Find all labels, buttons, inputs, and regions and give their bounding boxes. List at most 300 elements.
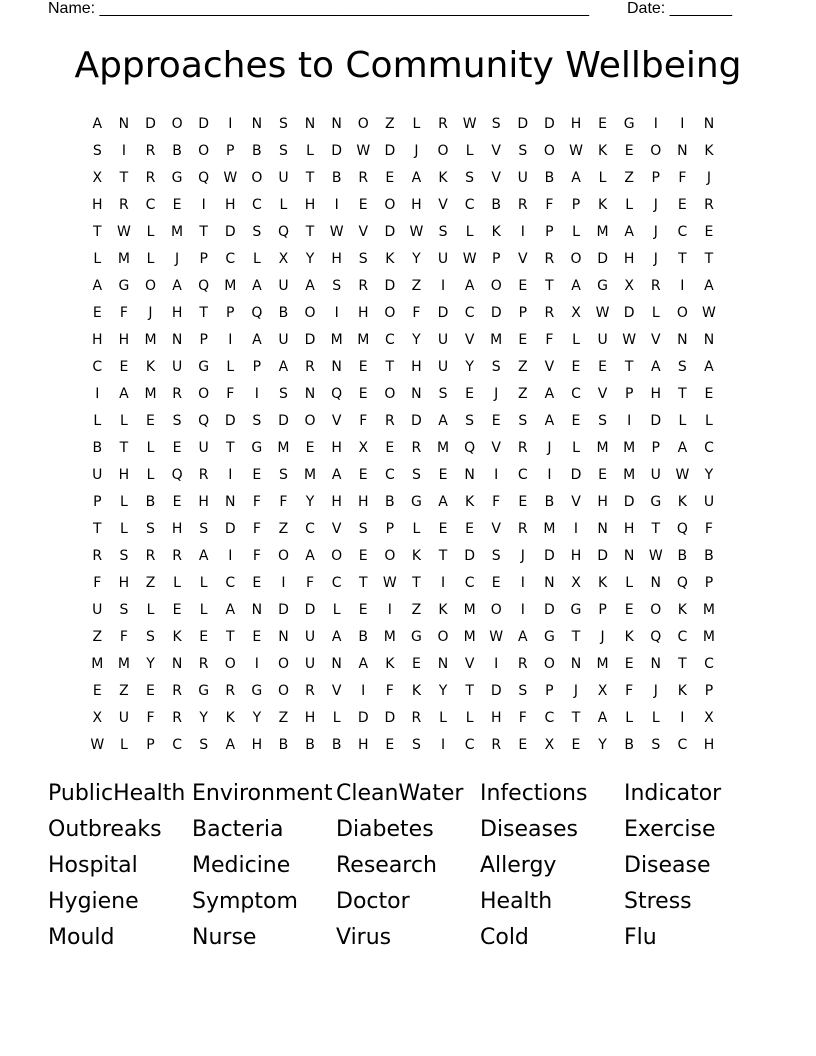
grid-letter: J [706, 170, 712, 186]
grid-letter: Z [411, 602, 422, 618]
grid-letter: D [384, 224, 396, 240]
grid-letter: O [650, 602, 662, 618]
grid-letter: R [305, 683, 315, 699]
grid-letter: H [118, 332, 130, 348]
grid-letter: L [199, 575, 208, 591]
grid-letter: T [305, 224, 315, 240]
grid-letter: I [440, 575, 446, 591]
grid-letter: Y [465, 359, 474, 375]
grid-letter: D [278, 413, 289, 429]
grid-letter: D [464, 548, 475, 564]
grid-letter: X [92, 170, 103, 186]
grid-letter: D [490, 683, 502, 699]
grid-letter: F [306, 575, 315, 591]
grid-letter: O [251, 170, 263, 186]
grid-letter: U [278, 332, 289, 348]
grid-letter: A [305, 278, 315, 294]
grid-letter: L [146, 251, 155, 267]
grid-letter: S [411, 467, 421, 483]
grid-letter: G [543, 629, 555, 645]
grid-letter: F [146, 710, 155, 726]
grid-letter: H [570, 116, 582, 132]
grid-letter: P [704, 683, 714, 699]
grid-letter: R [198, 656, 209, 672]
grid-letter: M [304, 467, 317, 483]
grid-letter: V [438, 197, 448, 213]
grid-letter: E [146, 413, 155, 429]
grid-letter: M [117, 251, 130, 267]
grid-letter: R [305, 359, 315, 375]
grid-letter: E [571, 413, 581, 429]
grid-letter: D [145, 116, 156, 132]
grid-letter: I [121, 143, 126, 159]
grid-letter: X [92, 710, 103, 726]
grid-letter: T [93, 521, 102, 537]
grid-letter: W [675, 467, 690, 483]
grid-letter: X [571, 575, 581, 591]
grid-row [84, 165, 722, 192]
grid-letter: P [518, 305, 528, 321]
grid-row [84, 354, 722, 381]
grid-letter: M [171, 224, 184, 240]
grid-letter: S [491, 548, 501, 564]
word-bank-item: Indicator [624, 781, 722, 806]
grid-letter: H [623, 521, 635, 537]
grid-letter: A [172, 278, 182, 294]
grid-letter: M [144, 386, 157, 402]
grid-letter: L [332, 602, 341, 618]
grid-letter: E [305, 440, 315, 456]
grid-letter: Y [412, 251, 421, 267]
grid-letter: N [597, 521, 608, 537]
grid-row [84, 381, 722, 408]
grid-letter: E [172, 197, 182, 213]
grid-letter: F [545, 332, 554, 348]
grid-letter: M [702, 629, 715, 645]
grid-letter: E [358, 548, 368, 564]
grid-letter: E [571, 359, 581, 375]
grid-letter: A [119, 386, 129, 402]
grid-letter: G [570, 602, 582, 618]
grid-letter: E [146, 683, 155, 699]
grid-letter: M [144, 332, 157, 348]
grid-letter: E [624, 656, 634, 672]
grid-letter: D [331, 143, 343, 159]
grid-letter: M [117, 656, 130, 672]
grid-letter: E [677, 197, 687, 213]
grid-letter: L [439, 710, 447, 726]
grid-letter: M [436, 440, 450, 456]
grid-letter: R [544, 305, 555, 321]
word-bank-row [48, 920, 768, 956]
grid-letter: N [278, 629, 289, 645]
grid-letter: O [490, 278, 502, 294]
grid-letter: D [224, 521, 236, 537]
grid-letter: Y [704, 467, 714, 483]
grid-letter: I [520, 602, 525, 618]
grid-letter: T [545, 278, 554, 294]
grid-row [84, 678, 722, 705]
grid-letter: W [329, 224, 344, 240]
grid-letter: P [226, 143, 235, 159]
grid-letter: N [703, 116, 715, 132]
grid-letter: N [650, 575, 661, 591]
grid-letter: F [119, 629, 128, 645]
grid-letter: S [199, 737, 209, 753]
grid-letter: A [331, 629, 342, 645]
grid-letter: L [625, 197, 634, 213]
grid-letter: W [409, 224, 424, 240]
grid-letter: T [412, 575, 421, 591]
grid-letter: T [571, 710, 581, 726]
grid-letter: H [411, 197, 422, 213]
grid-letter: Q [676, 575, 688, 591]
grid-letter: S [491, 116, 501, 132]
grid-letter: V [544, 359, 555, 375]
grid-letter: D [490, 305, 502, 321]
grid-letter: Q [198, 170, 210, 186]
grid-letter: Y [438, 683, 448, 699]
grid-letter: F [252, 494, 261, 510]
grid-letter: S [279, 143, 288, 159]
grid-letter: V [331, 521, 342, 537]
grid-letter: A [544, 386, 555, 402]
grid-letter: U [278, 278, 289, 294]
grid-letter: E [598, 116, 607, 132]
grid-letter: I [95, 386, 100, 402]
grid-letter: L [412, 521, 421, 537]
grid-letter: U [650, 467, 661, 483]
grid-letter: Q [650, 629, 662, 645]
grid-letter: G [118, 278, 130, 294]
grid-letter: R [411, 440, 422, 456]
grid-letter: B [145, 494, 156, 510]
grid-letter: P [651, 170, 660, 186]
grid-letter: O [650, 143, 662, 159]
grid-letter: L [625, 575, 634, 591]
grid-letter: S [279, 386, 288, 402]
grid-letter: K [172, 629, 182, 645]
grid-letter: A [464, 278, 475, 294]
grid-letter: C [305, 521, 315, 537]
grid-letter: C [464, 197, 475, 213]
grid-letter: S [411, 737, 421, 753]
grid-letter: K [491, 224, 501, 240]
grid-letter: C [464, 305, 475, 321]
grid-letter: C [251, 197, 262, 213]
grid-letter: L [651, 710, 660, 726]
grid-letter: O [277, 548, 289, 564]
grid-letter: V [358, 224, 369, 240]
word-bank-item: Hospital [48, 853, 138, 878]
word-bank-item: Disease [624, 853, 711, 878]
grid-letter: C [92, 359, 103, 375]
grid-letter: H [92, 332, 103, 348]
grid-letter: E [385, 440, 395, 456]
grid-letter: L [146, 467, 155, 483]
grid-letter: D [384, 710, 396, 726]
grid-letter: F [545, 197, 554, 213]
grid-row [84, 111, 722, 138]
grid-letter: E [518, 332, 528, 348]
grid-letter: S [279, 116, 288, 132]
grid-letter: Q [198, 278, 210, 294]
grid-letter: V [491, 440, 501, 456]
grid-letter: N [650, 656, 661, 672]
grid-letter: D [544, 548, 555, 564]
grid-row [84, 408, 722, 435]
grid-letter: I [228, 116, 233, 132]
grid-letter: U [92, 467, 103, 483]
grid-letter: E [172, 602, 182, 618]
grid-letter: U [278, 170, 289, 186]
grid-letter: E [172, 440, 182, 456]
grid-letter: U [597, 332, 608, 348]
grid-letter: B [92, 440, 103, 456]
grid-letter: O [384, 386, 396, 402]
grid-letter: Y [199, 710, 208, 726]
grid-letter: O [277, 683, 289, 699]
grid-letter: V [464, 332, 475, 348]
grid-letter: X [624, 278, 634, 294]
grid-letter: L [572, 332, 580, 348]
grid-row [84, 327, 722, 354]
grid-letter: P [199, 332, 208, 348]
grid-letter: P [598, 602, 607, 618]
word-bank-item: PublicHealth [48, 781, 186, 806]
grid-letter: K [624, 629, 634, 645]
grid-letter: W [569, 143, 583, 159]
grid-letter: F [385, 683, 394, 699]
grid-letter: E [438, 521, 448, 537]
grid-letter: Y [412, 332, 421, 348]
grid-letter: B [544, 494, 555, 510]
grid-letter: C [172, 737, 182, 753]
grid-letter: M [702, 602, 715, 618]
grid-letter: J [520, 548, 525, 564]
page-title: Approaches to Community Wellbeing [74, 45, 742, 86]
grid-letter: W [90, 737, 105, 753]
word-bank-item: Health [480, 889, 553, 914]
grid-letter: V [464, 656, 475, 672]
grid-letter: S [252, 413, 262, 429]
grid-letter: T [678, 656, 687, 672]
word-bank-item: Stress [624, 889, 692, 914]
word-bank-item: CleanWater [336, 781, 464, 806]
grid-letter: N [251, 602, 263, 618]
grid-letter: T [119, 170, 129, 186]
grid-letter: A [704, 278, 714, 294]
grid-letter: E [624, 602, 634, 618]
grid-letter: N [331, 359, 342, 375]
grid-letter: C [384, 332, 395, 348]
grid-letter: L [93, 413, 102, 429]
grid-letter: L [279, 197, 288, 213]
grid-letter: Z [119, 683, 129, 699]
grid-letter: R [358, 278, 369, 294]
grid-letter: A [198, 548, 209, 564]
grid-row [84, 462, 722, 489]
grid-letter: R [145, 548, 156, 564]
grid-letter: R [225, 683, 236, 699]
grid-letter: A [650, 359, 661, 375]
grid-letter: M [91, 656, 104, 672]
grid-letter: M [357, 332, 370, 348]
grid-letter: J [148, 305, 153, 321]
grid-row [84, 732, 722, 759]
grid-letter: L [572, 440, 580, 456]
grid-letter: G [410, 494, 422, 510]
grid-row [84, 516, 722, 543]
grid-letter: E [358, 359, 368, 375]
grid-letter: D [597, 548, 608, 564]
grid-letter: O [198, 143, 210, 159]
grid-letter: P [199, 251, 208, 267]
grid-row [84, 597, 722, 624]
grid-letter: U [304, 656, 316, 672]
grid-letter: I [281, 575, 286, 591]
grid-letter: L [306, 143, 314, 159]
grid-letter: T [225, 629, 235, 645]
grid-letter: H [357, 494, 369, 510]
grid-letter: E [491, 413, 501, 429]
grid-letter: M [277, 440, 290, 456]
grid-letter: X [278, 251, 289, 267]
grid-letter: S [491, 359, 501, 375]
grid-letter: D [198, 116, 210, 132]
grid-letter: T [358, 575, 368, 591]
grid-letter: T [225, 440, 235, 456]
grid-letter: D [224, 413, 236, 429]
grid-letter: R [358, 170, 369, 186]
grid-letter: S [92, 143, 102, 159]
grid-letter: D [357, 710, 369, 726]
grid-letter: E [199, 629, 209, 645]
word-bank-row [48, 884, 768, 920]
grid-letter: I [653, 116, 658, 132]
grid-letter: L [705, 413, 713, 429]
grid-letter: G [623, 116, 635, 132]
grid-letter: N [304, 386, 316, 402]
word-bank-row [48, 812, 768, 848]
grid-letter: I [440, 278, 446, 294]
grid-letter: E [598, 467, 607, 483]
grid-letter: X [597, 683, 608, 699]
grid-letter: L [226, 359, 235, 375]
grid-letter: J [653, 251, 658, 267]
grid-letter: L [146, 224, 155, 240]
grid-letter: B [677, 548, 688, 564]
grid-row [84, 624, 722, 651]
word-bank-item: Research [336, 853, 437, 878]
grid-letter: S [438, 386, 448, 402]
grid-letter: L [93, 251, 102, 267]
grid-letter: K [225, 710, 235, 726]
grid-letter: O [676, 305, 688, 321]
grid-letter: R [704, 197, 714, 213]
grid-letter: X [571, 305, 581, 321]
grid-letter: M [623, 467, 636, 483]
grid-letter: F [226, 386, 235, 402]
letter-grid [84, 111, 722, 759]
grid-letter: N [251, 116, 263, 132]
grid-letter: E [172, 494, 182, 510]
grid-letter: F [119, 305, 128, 321]
grid-letter: O [171, 116, 183, 132]
grid-letter: T [438, 548, 448, 564]
grid-letter: Z [518, 386, 528, 402]
word-bank-item: Flu [624, 925, 657, 950]
grid-letter: U [437, 332, 449, 348]
grid-letter: C [384, 467, 395, 483]
grid-letter: F [704, 521, 713, 537]
word-bank-item: Nurse [192, 925, 257, 950]
grid-letter: T [199, 224, 208, 240]
grid-letter: E [518, 737, 528, 753]
grid-letter: R [198, 467, 209, 483]
grid-letter: A [331, 467, 342, 483]
grid-letter: R [517, 521, 528, 537]
grid-letter: G [251, 683, 263, 699]
grid-row [84, 138, 722, 165]
grid-letter: Q [198, 413, 210, 429]
grid-letter: C [225, 575, 236, 591]
grid-letter: G [198, 683, 210, 699]
grid-letter: R [119, 197, 129, 213]
grid-letter: O [331, 548, 343, 564]
grid-letter: G [597, 278, 608, 294]
grid-letter: E [465, 521, 475, 537]
grid-letter: J [175, 251, 180, 267]
grid-letter: H [357, 737, 369, 753]
word-bank-item: Outbreaks [48, 817, 162, 842]
grid-letter: Z [518, 359, 528, 375]
grid-letter: N [171, 332, 183, 348]
grid-letter: U [517, 170, 528, 186]
grid-letter: D [623, 494, 635, 510]
grid-letter: P [704, 575, 714, 591]
grid-letter: L [412, 116, 421, 132]
grid-letter: K [385, 656, 395, 672]
grid-letter: I [547, 467, 552, 483]
grid-letter: A [677, 440, 688, 456]
grid-letter: A [411, 170, 422, 186]
word-bank-item: Exercise [624, 817, 716, 842]
grid-letter: O [490, 602, 502, 618]
grid-letter: I [494, 467, 499, 483]
grid-letter: A [704, 359, 714, 375]
grid-letter: B [278, 305, 289, 321]
grid-letter: S [146, 521, 155, 537]
name-field-label: Name: _______________________________________________________ [48, 0, 589, 17]
grid-letter: I [228, 548, 233, 564]
grid-letter: E [358, 386, 368, 402]
grid-letter: E [358, 602, 368, 618]
grid-letter: A [518, 629, 528, 645]
grid-letter: Z [92, 629, 103, 645]
grid-letter: H [411, 359, 422, 375]
grid-letter: R [517, 197, 528, 213]
grid-letter: T [385, 359, 395, 375]
grid-letter: J [494, 386, 499, 402]
grid-letter: A [358, 656, 369, 672]
grid-letter: T [465, 683, 474, 699]
grid-letter: C [464, 575, 475, 591]
grid-letter: S [119, 602, 129, 618]
grid-letter: F [359, 413, 368, 429]
grid-letter: R [172, 710, 182, 726]
grid-letter: L [465, 143, 474, 159]
